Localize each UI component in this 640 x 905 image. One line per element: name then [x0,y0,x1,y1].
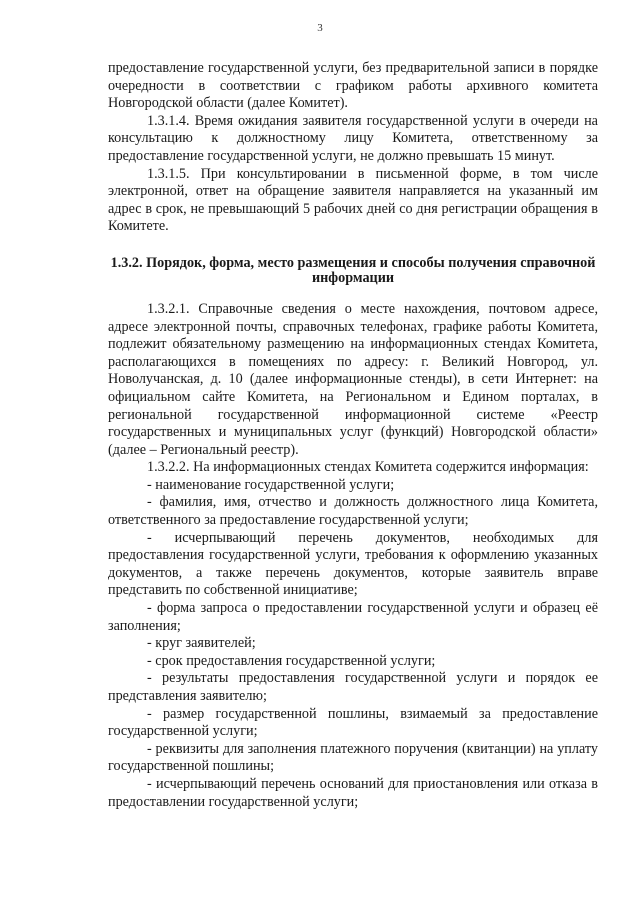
paragraph-1-3-1-4: 1.3.1.4. Время ожидания заявителя государственной услуги в очереди на консультацию к должностному лицу Комитета, ответственному за предоставление государственной услуги, не должно превышать 15 минут. [108,112,598,164]
list-item: - результаты предоставления государственной услуги и порядок ее представления заявителю; [108,670,598,704]
document-body [108,60,598,811]
paragraph-1-3-2-1: 1.3.2.1. Справочные сведения о месте нахождения, почтовом адресе, адресе электронной почты, справочных телефонах, графике работы Комитета, подлежит обязательному размещению на информационных стендах Комитета, располагающихся в помещениях по адресу: г. Великий Новгород, ул. Новолучанская, д. 10 (далее информационные стенды), в сети Интернет: на официальном сайте Комитета, на Региональном и Едином порталах, в региональной государственной информационной системе «Реестр государственных и муниципальных услуг (функций) Новгородской области» (далее – Региональный реестр). [108,300,598,458]
list-item: - фамилия, имя, отчество и должность должностного лица Комитета, ответственного за предоставление государственной услуги; [108,494,598,529]
paragraph-1-3-1-5: 1.3.1.5. При консультировании в письменной форме, в том числе электронной, ответ на обращение заявителя направляется на указанный им адрес в срок, не превышающий 5 рабочих дней со дня регистрации обращения в Комитете. [108,165,598,235]
list-item: - круг заявителей; [147,635,256,652]
list-item: - срок предоставления государственной услуги; [147,652,436,669]
list-item: - размер государственной пошлины, взимаемый за предоставление государственной услуги; [108,705,598,740]
page-number: 3 [317,22,323,34]
list-item: - реквизиты для заполнения платежного поручения (квитанции) на уплату государственной пошлины; [108,740,598,775]
list-item: - форма запроса о предоставлении государственной услуги и образец её заполнения; [108,600,598,634]
list-item: - исчерпывающий перечень документов, необходимых для предоставления государственной услуги, требования к оформлению указанных документов, а также перечень документов, которые заявитель вправе представить по собственной инициативе; [108,529,598,599]
list-item: - наименование государственной услуги; [147,476,395,493]
paragraph-continuation: предоставление государственной услуги, без предварительной записи в порядке очередности в соответствии с графиком работы архивного комитета Новгородской области (далее Комитет). [108,60,598,112]
list-item: - исчерпывающий перечень оснований для приостановления или отказа в предоставлении государственной услуги; [108,775,598,810]
section-heading: 1.3.2. Порядок, форма, место размещения и способы получения справочной информации [110,254,596,286]
paragraph-1-3-2-2: 1.3.2.2. На информационных стендах Комитета содержится информация: [147,459,589,476]
